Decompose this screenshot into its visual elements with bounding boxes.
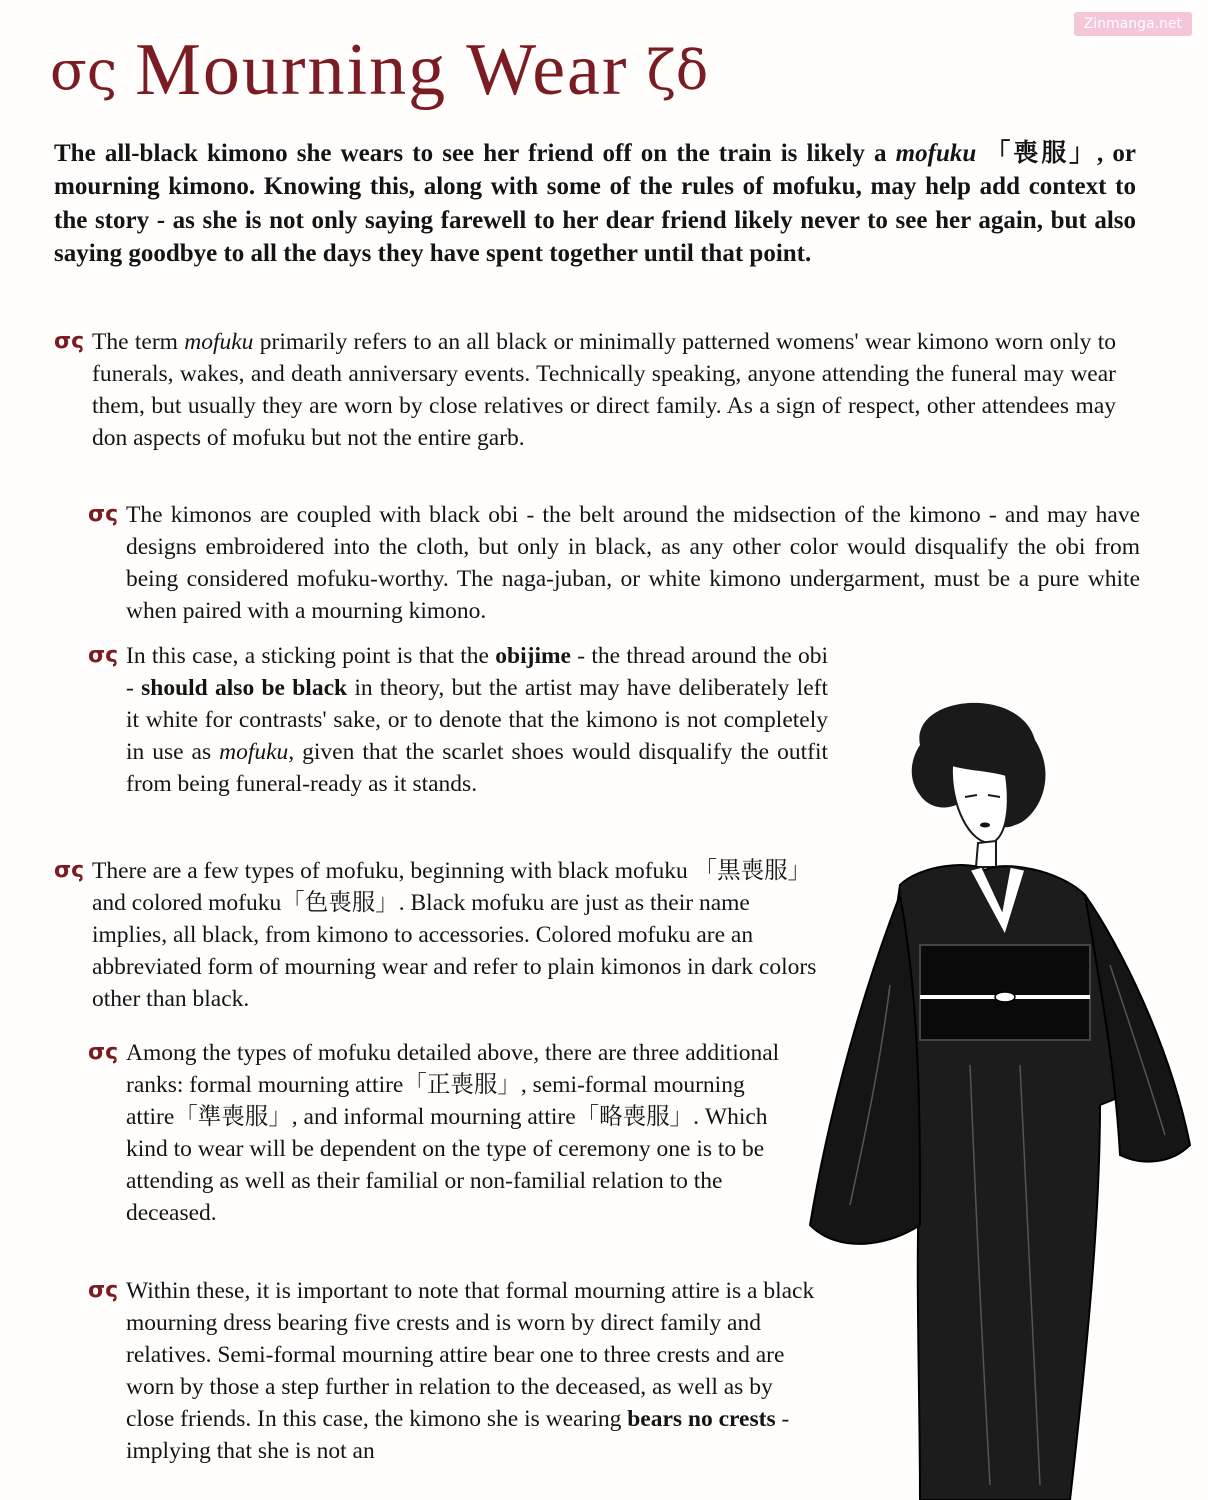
left-sleeve xyxy=(810,895,920,1244)
bullet-marker-icon: σς xyxy=(88,502,119,527)
bullet-marker-icon: σς xyxy=(88,643,119,668)
page-title: Mourning Wear xyxy=(135,29,629,111)
bullet-crests: σς Within these, it is important to note that formal mourning attire is a black mourning dress bearing five crests and is worn by direct family and relatives. Semi-formal mourning attire bear one to three crests and are worn by those a step further in relation to the deceased, as well as by close friends. In this case, the kimono she is wearing bears no crests - implying that she is not an xyxy=(126,1275,816,1467)
kimono-woman-illustration xyxy=(770,685,1200,1500)
bullet-marker-icon: σς xyxy=(54,329,85,354)
bullet-obijime: σς In this case, a sticking point is that the obijime - the thread around the obi - should also be black in theory, but the artist may have deliberately left it white for contrasts' sake, or to denote that the kimono is not completely in use as mofuku, given that the scarlet shoes would disqualify the outfit from being funeral-ready as it stands. xyxy=(126,640,828,800)
bullet-marker-icon: σς xyxy=(54,858,85,883)
face-shape xyxy=(952,765,1008,843)
bullet-mourning-ranks: σς Among the types of mofuku detailed above, there are three additional ranks: formal mourning attire「正喪服」, semi-formal mourning attire「準喪服」, and informal mourning attire「略喪服」. Which kind to wear will be dependent on the type of ceremony one is to be attending as well as their familial or non-familial relation to the deceased. xyxy=(126,1037,782,1229)
bullet-black-obi: σς The kimonos are coupled with black obi - the belt around the midsection of the kimono - and may have designs embroidered into the cloth, but only in black, as any other color would disqualify the obi from being considered mofuku-worthy. The naga-juban, or white kimono undergarment, must be a pure white when paired with a mourning kimono. xyxy=(126,499,1140,627)
title-ornament-right: ζδ xyxy=(646,38,709,102)
bullet-marker-icon: σς xyxy=(88,1278,119,1303)
intro-paragraph: The all-black kimono she wears to see her friend off on the train is likely a mofuku 「喪服」, or mourning kimono. Knowing this, along with some of the rules of mofuku, may help add context to the story - as she is not only saying farewell to her dear friend likely never to see her again, but also saying goodbye to all the days they have spent together until that point. xyxy=(54,140,1136,268)
title-ornament-left: σς xyxy=(50,38,118,102)
title-row xyxy=(50,30,708,111)
bullet-mofuku-term: σς The term mofuku primarily refers to an all black or minimally patterned womens' wear kimono worn only to funerals, wakes, and death anniversary events. Technically speaking, anyone attending the funeral may wear them, but usually they are worn by close relatives or direct family. As a sign of respect, other attendees may don aspects of mofuku but not the entire garb. xyxy=(92,326,1116,454)
watermark: Zinmanga.net xyxy=(1074,12,1192,36)
bullet-marker-icon: σς xyxy=(88,1040,119,1065)
bullet-mofuku-types: σς There are a few types of mofuku, beginning with black mofuku 「黒喪服」and colored mofuku「色喪服」. Black mofuku are just as their name implies, all black, from kimono to accessories. Colored mofuku are an abbreviated form of mourning wear and refer to plain kimonos in dark colors other than black. xyxy=(92,855,828,1015)
